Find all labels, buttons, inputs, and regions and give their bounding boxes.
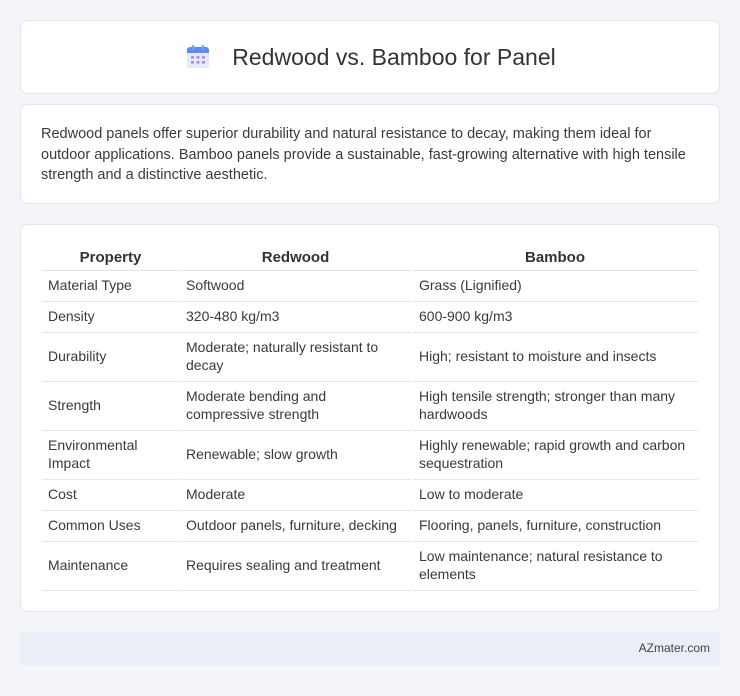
property-cell: Common Uses <box>42 510 179 541</box>
redwood-cell: Renewable; slow growth <box>179 430 412 479</box>
bamboo-cell: Grass (Lignified) <box>412 270 698 301</box>
redwood-cell: Requires sealing and treatment <box>179 541 412 590</box>
table-row <box>42 301 698 332</box>
property-cell: Density <box>42 301 179 332</box>
redwood-cell: Moderate <box>179 479 412 510</box>
bamboo-cell: Low to moderate <box>412 479 698 510</box>
title-card <box>20 20 720 94</box>
redwood-cell: Moderate; naturally resistant to decay <box>179 332 412 381</box>
comparison-table <box>42 245 698 591</box>
table-row <box>42 270 698 301</box>
bamboo-cell: Highly renewable; rapid growth and carbon sequestration <box>412 430 698 479</box>
bamboo-cell: High tensile strength; stronger than many hardwoods <box>412 381 698 430</box>
property-cell: Cost <box>42 479 179 510</box>
table-row <box>42 332 698 381</box>
property-cell: Durability <box>42 332 179 381</box>
table-row <box>42 430 698 479</box>
table-row <box>42 479 698 510</box>
table-row <box>42 510 698 541</box>
property-cell: Environmental Impact <box>42 430 179 479</box>
redwood-cell: Softwood <box>179 270 412 301</box>
header-bamboo: Bamboo <box>412 245 698 270</box>
bamboo-cell: 600-900 kg/m3 <box>412 301 698 332</box>
property-cell: Maintenance <box>42 541 179 590</box>
footer-site-name[interactable]: AZmater.com <box>638 641 710 655</box>
bamboo-cell: High; resistant to moisture and insects <box>412 332 698 381</box>
redwood-cell: Moderate bending and compressive strength <box>179 381 412 430</box>
comparison-table-card <box>20 224 720 612</box>
table-header-row <box>42 245 698 270</box>
page-title: Redwood vs. Bamboo for Panel <box>232 43 556 70</box>
property-cell: Strength <box>42 381 179 430</box>
header-property: Property <box>42 245 179 270</box>
description-text: Redwood panels offer superior durability and natural resistance to decay, making them ideal for outdoor applications. Bamboo panels provide a sustainable, fast-growing alternative with high tensile strength and a distinctive aesthetic. <box>41 126 686 183</box>
table-row <box>42 541 698 590</box>
table-row <box>42 381 698 430</box>
bamboo-cell: Low maintenance; natural resistance to elements <box>412 541 698 590</box>
redwood-cell: Outdoor panels, furniture, decking <box>179 510 412 541</box>
property-cell: Material Type <box>42 270 179 301</box>
description-card <box>20 104 720 204</box>
header-redwood: Redwood <box>179 245 412 270</box>
calendar-icon <box>184 43 212 71</box>
footer <box>20 632 720 665</box>
bamboo-cell: Flooring, panels, furniture, construction <box>412 510 698 541</box>
redwood-cell: 320-480 kg/m3 <box>179 301 412 332</box>
